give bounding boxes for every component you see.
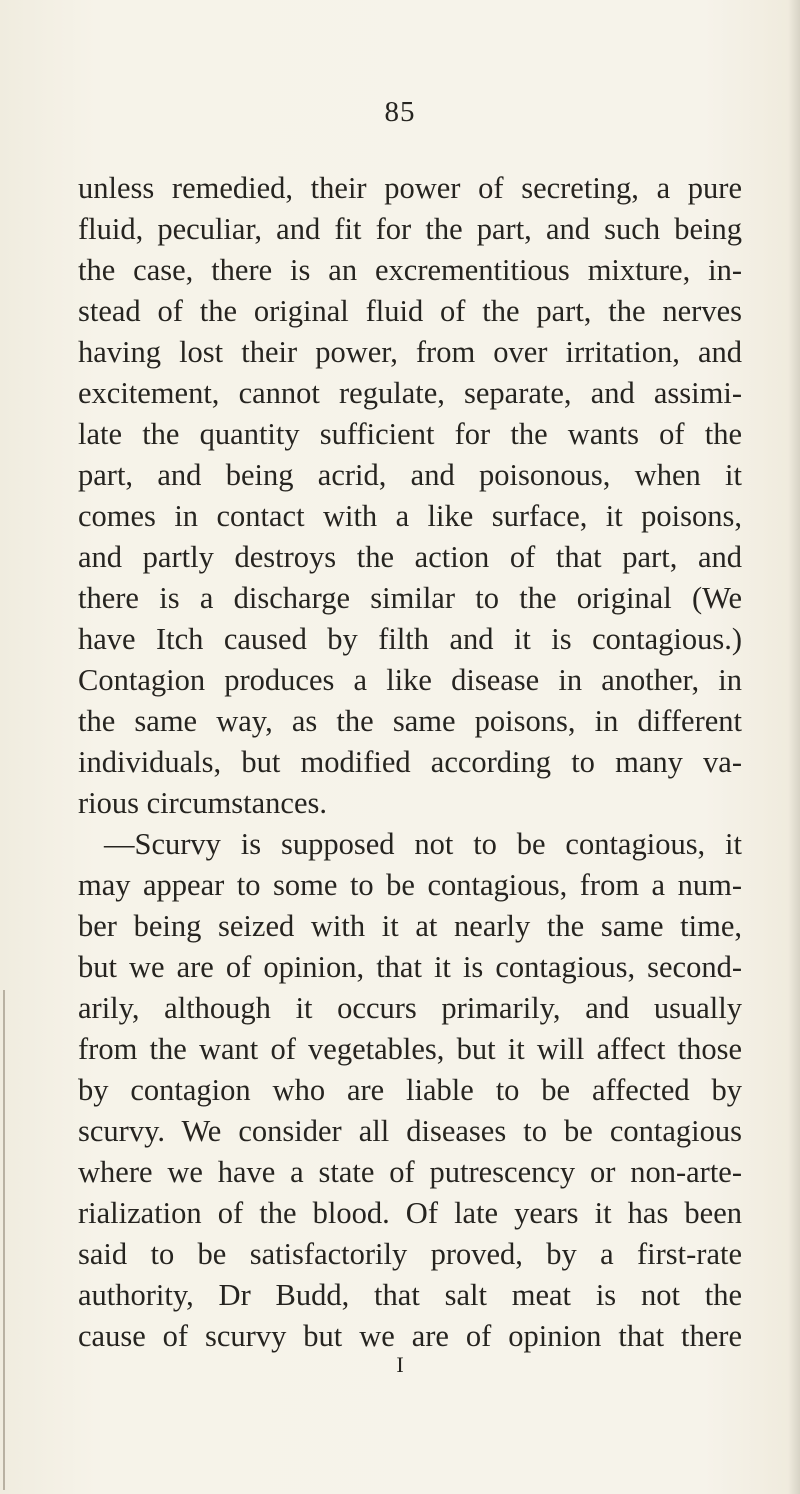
text-line: unless remedied, their power of secreting, a pure bbox=[78, 171, 742, 205]
text-line: —Scurvy is supposed not to be contagious, it bbox=[104, 827, 742, 861]
text-line: individuals, but modified according to many va- bbox=[78, 745, 742, 779]
text-line: rious circumstances. bbox=[78, 786, 328, 820]
text-line: the same way, as the same poisons, in different bbox=[78, 704, 742, 738]
text-line: from the want of vegetables, but it will affect those bbox=[78, 1032, 742, 1066]
text-line: arily, although it occurs primarily, and usually bbox=[78, 991, 742, 1025]
text-line: having lost their power, from over irritation, and bbox=[78, 335, 742, 369]
text-line: excitement, cannot regulate, separate, and assimi- bbox=[78, 376, 742, 410]
text-line: stead of the original fluid of the part, the nerves bbox=[78, 294, 742, 328]
text-line: scurvy. We consider all diseases to be contagious bbox=[78, 1114, 742, 1148]
text-line: said to be satisfactorily proved, by a first-rate bbox=[78, 1237, 742, 1271]
text-line: authority, Dr Budd, that salt meat is not the bbox=[78, 1278, 742, 1312]
text-line: comes in contact with a like surface, it poisons, bbox=[78, 499, 742, 533]
text-line: and partly destroys the action of that part, and bbox=[78, 540, 742, 574]
text-line: part, and being acrid, and poisonous, when it bbox=[78, 458, 742, 492]
text-line: fluid, peculiar, and fit for the part, and such being bbox=[78, 212, 742, 246]
text-line: have Itch caused by filth and it is contagious.) bbox=[78, 622, 742, 656]
text-line: Contagion produces a like disease in another, in bbox=[78, 663, 742, 697]
text-line: where we have a state of putrescency or non-arte- bbox=[78, 1155, 742, 1189]
page-number: 85 bbox=[384, 96, 416, 128]
page-gutter-line bbox=[3, 990, 5, 1490]
text-line: the case, there is an excrementitious mixture, in- bbox=[78, 253, 742, 287]
text-line: rialization of the blood. Of late years it has been bbox=[78, 1196, 742, 1230]
text-line: late the quantity sufficient for the wants of the bbox=[78, 417, 742, 451]
page-edge-shadow bbox=[788, 0, 800, 1494]
text-line: cause of scurvy but we are of opinion that there bbox=[78, 1319, 742, 1353]
text-line: may appear to some to be contagious, from a num- bbox=[78, 868, 742, 902]
text-line: ber being seized with it at nearly the same time, bbox=[78, 909, 742, 943]
text-line: there is a discharge similar to the original (We bbox=[78, 581, 742, 615]
text-line: by contagion who are liable to be affected by bbox=[78, 1073, 742, 1107]
text-line: but we are of opinion, that it is contagious, second- bbox=[78, 950, 742, 984]
signature-mark: I bbox=[396, 1352, 404, 1377]
